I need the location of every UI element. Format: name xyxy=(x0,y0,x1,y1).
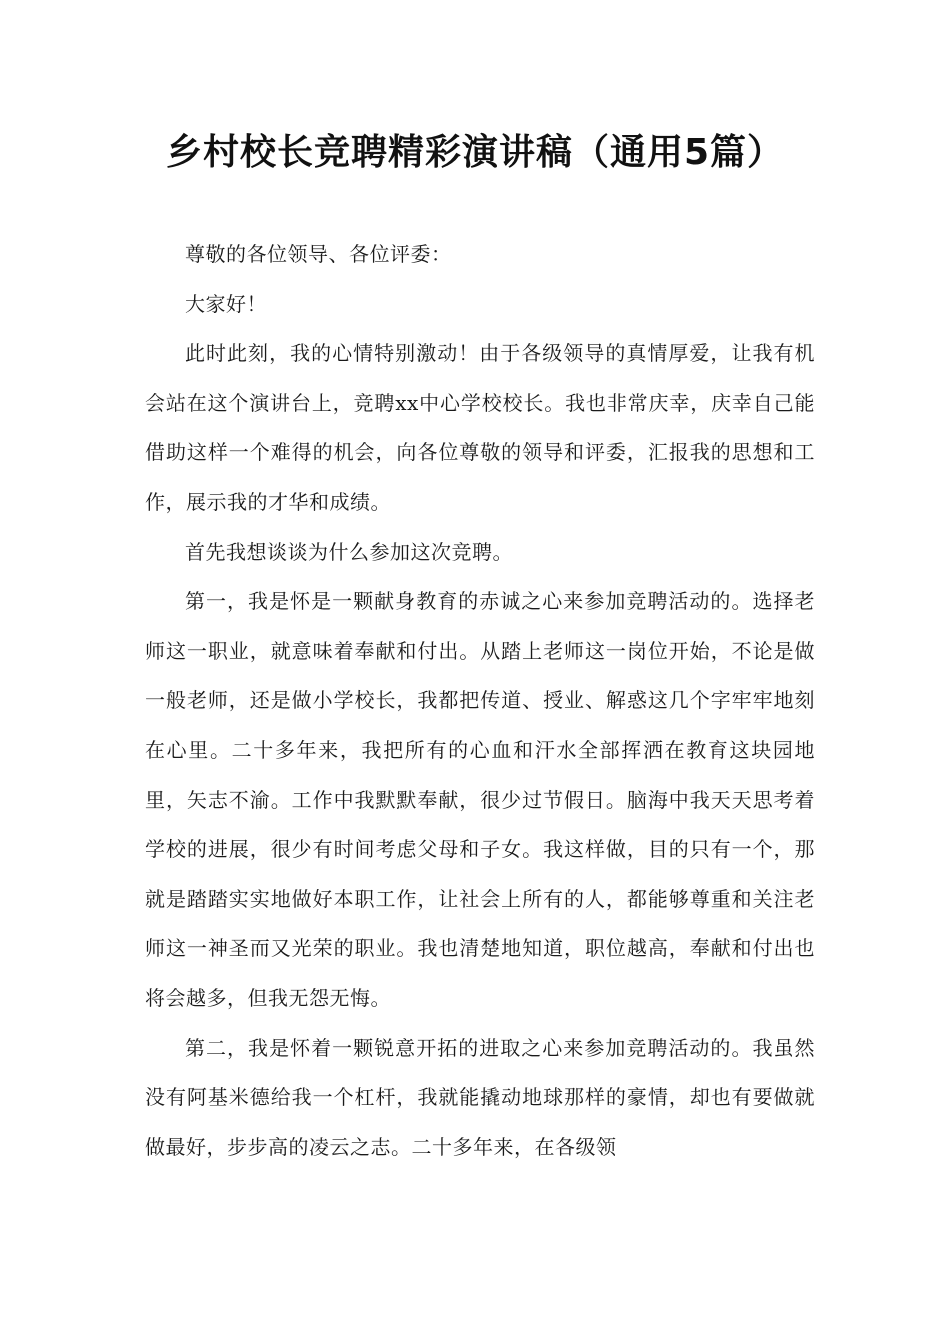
paragraph-intro: 此时此刻，我的心情特别激动！由于各级领导的真情厚爱，让我有机会站在这个演讲台上，竞聘xx中心学校校长。我也非常庆幸，庆幸自己能借助这样一个难得的机会，向各位尊敬的领导和评委，汇报我的思想和工作，展示我的才华和成绩。 xyxy=(145,341,815,514)
paragraph-first-point: 第一，我是怀是一颗献身教育的赤诚之心来参加竞聘活动的。选择老师这一职业，就意味着奉献和付出。从踏上老师这一岗位开始，不论是做一般老师，还是做小学校长，我都把传道、授业、解惑这几个字牢牢地刻在心里。二十多年来，我把所有的心血和汗水全部挥洒在教育这块园地里，矢志不渝。工作中我默默奉献，很少过节假日。脑海中我天天思考着学校的进展，很少有时间考虑父母和子女。我这样做，目的只有一个，那就是踏踏实实地做好本职工作，让社会上所有的人，都能够尊重和关注老师这一神圣而又光荣的职业。我也清楚地知道，职位越高，奉献和付出也将会越多，但我无怨无悔。 xyxy=(145,589,815,1010)
document-body xyxy=(145,230,815,1172)
paragraph-topic: 首先我想谈谈为什么参加这次竞聘。 xyxy=(185,539,513,564)
document-title: 乡村校长竞聘精彩演讲稿（通用5篇） xyxy=(165,132,785,173)
paragraph-second-point: 第二，我是怀着一颗锐意开拓的进取之心来参加竞聘活动的。我虽然没有阿基米德给我一个杠杆，我就能撬动地球那样的豪情，却也有要做就做最好，步步高的凌云之志。二十多年来，在各级领 xyxy=(145,1035,815,1159)
paragraph-salutation: 尊敬的各位领导、各位评委： xyxy=(185,242,452,266)
paragraph-greeting: 大家好！ xyxy=(185,291,267,316)
